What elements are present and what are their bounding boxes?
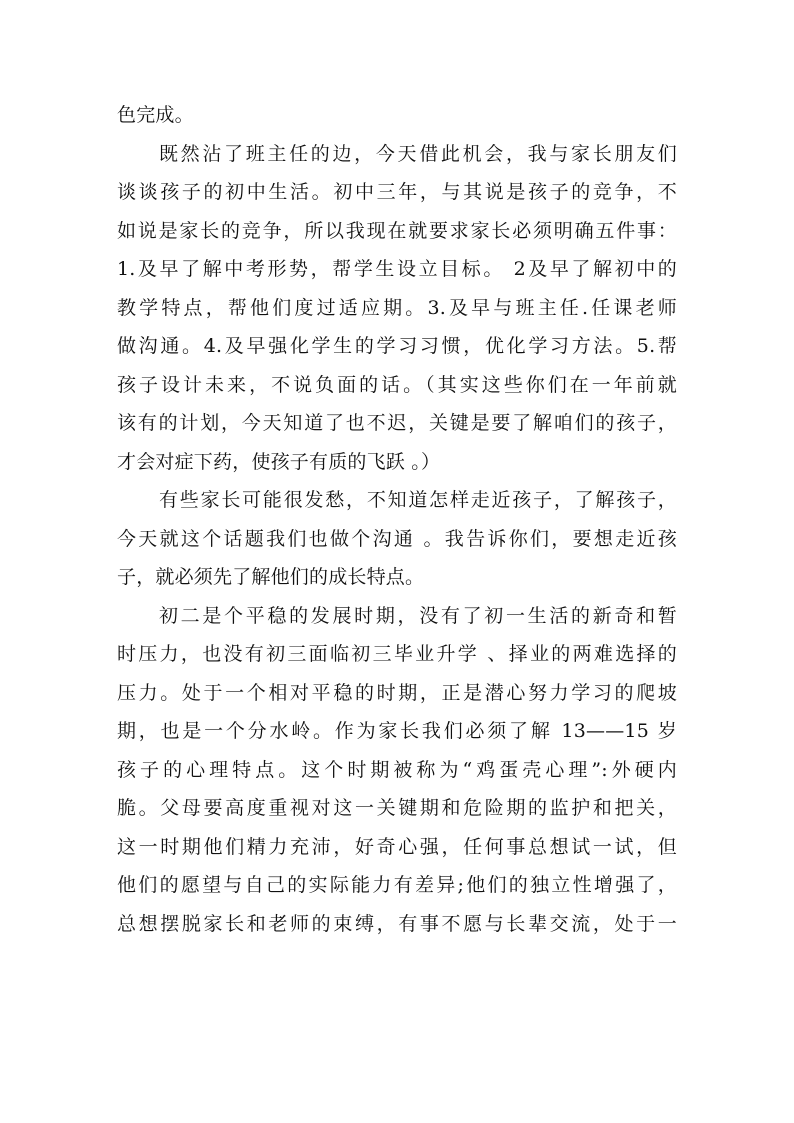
text-line: 脆。父母要高度重视对这一关键期和危险期的监护和把关， bbox=[117, 797, 677, 819]
paragraph bbox=[117, 135, 677, 482]
document-body bbox=[117, 96, 677, 943]
paragraph bbox=[117, 597, 677, 944]
text-line: 谈谈孩子的初中生活。初中三年，与其说是孩子的竞争，不 bbox=[117, 181, 677, 203]
text-line: 压力。处于一个相对平稳的时期，正是潜心努力学习的爬坡 bbox=[117, 681, 677, 704]
text-line: 教学特点，帮他们度过适应期。3.及早与班主任.任课老师 bbox=[117, 296, 677, 319]
text-line: 既然沾了班主任的边，今天借此机会，我与家长朋友们 bbox=[159, 142, 677, 165]
text-line: 1.及早了解中考形势，帮学生设立目标。 2及早了解初中的 bbox=[117, 258, 677, 280]
paragraph bbox=[117, 481, 677, 597]
paragraph bbox=[117, 96, 677, 135]
text-line: 时压力，也没有初三面临初三毕业升学 、择业的两难选择的 bbox=[117, 643, 677, 665]
text-line: 才会对症下药，使孩子有质的飞跃 。） bbox=[117, 450, 441, 473]
text-line: 该有的计划，今天知道了也不迟，关键是要了解咱们的孩子， bbox=[117, 412, 677, 434]
text-line: 期，也是一个分水岭。作为家长我们必须了解 13——15 岁 bbox=[117, 720, 677, 742]
text-line: 今天就这个话题我们也做个沟通 。我告诉你们，要想走近孩 bbox=[117, 527, 677, 550]
text-line: 他们的愿望与自己的实际能力有差异;他们的独立性增强了， bbox=[117, 874, 677, 896]
text-line: 子，就必须先了解他们的成长特点。 bbox=[117, 566, 425, 588]
text-line: 孩子的心理特点。这个时期被称为“鸡蛋壳心理”:外硬内 bbox=[117, 758, 677, 781]
text-line: 这一时期他们精力充沛，好奇心强，任何事总想试一试，但 bbox=[117, 835, 677, 858]
text-line: 初二是个平稳的发展时期，没有了初一生活的新奇和暂 bbox=[159, 604, 677, 627]
text-line: 做沟通。4.及早强化学生的学习习惯，优化学习方法。5.帮 bbox=[117, 335, 677, 357]
text-line: 有些家长可能很发愁，不知道怎样走近孩子，了解孩子， bbox=[159, 489, 677, 511]
text-line: 如说是家长的竞争，所以我现在就要求家长必须明确五件事： bbox=[117, 219, 677, 242]
text-line: 色完成。 bbox=[117, 104, 194, 126]
text-line: 孩子设计未来，不说负面的话。（其实这些你们在一年前就 bbox=[117, 373, 677, 396]
text-line: 总想摆脱家长和老师的束缚，有事不愿与长辈交流，处于一 bbox=[117, 912, 677, 935]
